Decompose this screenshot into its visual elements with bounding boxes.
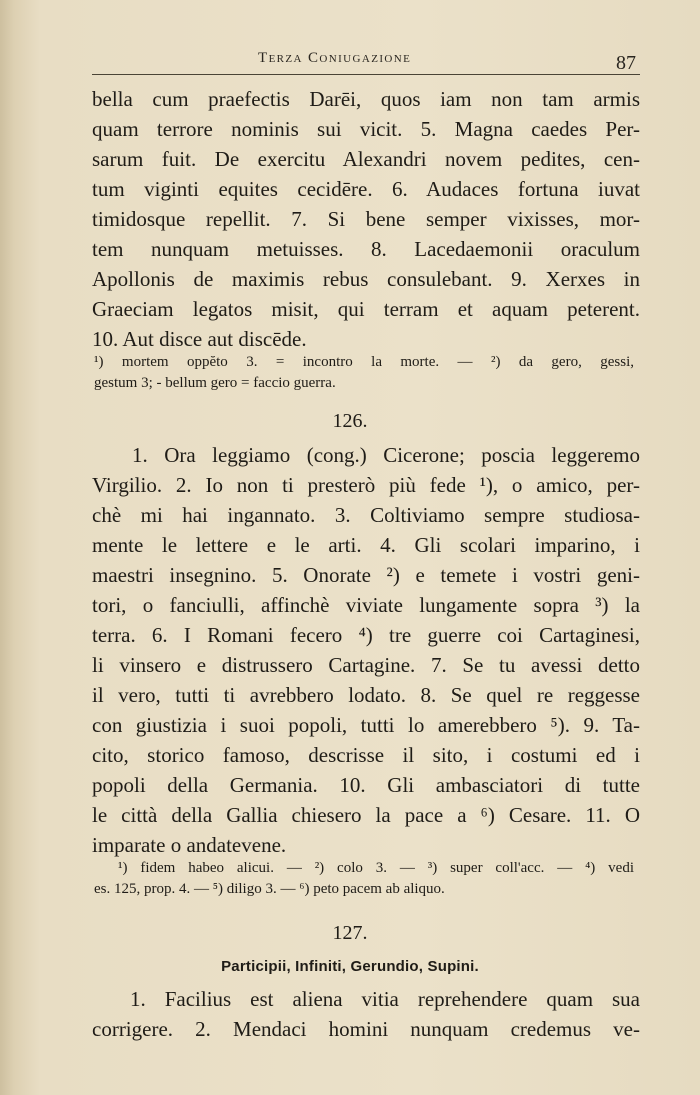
text-line: bella cum praefectis Darēi, quos iam non tam armis (92, 87, 640, 111)
text-line: mente le lettere e le arti. 4. Gli scolari imparino, i (92, 533, 640, 557)
text-line: Apollonis de maximis rebus consulebant. 9. Xerxes in (92, 267, 640, 291)
exercise-number-127: 127. (332, 922, 368, 944)
footnote-line: gestum 3; - bellum gero = faccio guerra. (94, 375, 336, 391)
running-title: Terza Coniugazione (258, 50, 412, 66)
page-number: 87 (616, 52, 636, 74)
text-line: timidosque repellit. 7. Si bene semper vixisses, mor- (92, 207, 640, 231)
header-rule (92, 74, 640, 75)
text-line: terra. 6. I Romani fecero ⁴) tre guerre coi Cartaginesi, (92, 623, 640, 647)
text-line: Virgilio. 2. Io non ti presterò più fede ¹), o amico, per- (92, 473, 640, 497)
footnotes-126 (94, 858, 634, 900)
footnotes-125 (94, 352, 634, 394)
text-line: quam terrore nominis sui vicit. 5. Magna caedes Per- (92, 117, 640, 141)
text-line: sarum fuit. De exercitu Alexandri novem pedites, cen- (92, 147, 640, 171)
text-line: corrigere. 2. Mendaci homini nunquam credemus ve- (92, 1017, 640, 1041)
text-line: 10. Aut disce aut discēde. (92, 327, 307, 351)
text-line: Graeciam legatos misit, qui terram et aquam peterent. (92, 297, 640, 321)
text-line: con giustizia i suoi popoli, tutti lo amerebbero ⁵). 9. Ta- (92, 713, 640, 737)
text-line: li vinsero e distrussero Cartagine. 7. Se tu avessi detto (92, 653, 640, 677)
text-line: tum viginti equites cecidēre. 6. Audaces fortuna iuvat (92, 177, 640, 201)
footnote-line: ¹) mortem oppĕto 3. = incontro la morte. — ²) da gero, gessi, (94, 354, 634, 370)
section-heading: Participii, Infiniti, Gerundio, Supini. (221, 958, 479, 975)
text-line: chè mi hai ingannato. 3. Coltiviamo sempre studiosa- (92, 503, 640, 527)
footnote-line: ¹) fidem habeo alicui. — ²) colo 3. — ³) super coll'acc. — ⁴) vedi (118, 860, 634, 876)
text-line: il vero, tutti ti avrebbero lodato. 8. Se quel re reggesse (92, 683, 640, 707)
text-line: maestri insegnino. 5. Onorate ²) e temete i vostri geni- (92, 563, 640, 587)
text-line: imparate o andatevene. (92, 833, 287, 857)
text-line: tori, o fanciulli, affinchè viviate lungamente sopra ³) la (92, 593, 640, 617)
text-line: tem nunquam metuisses. 8. Lacedaemonii oraculum (92, 237, 640, 261)
exercise-number-126: 126. (332, 410, 368, 432)
footnote-line: es. 125, prop. 4. — ⁵) diligo 3. — ⁶) peto pacem ab aliquo. (94, 881, 445, 897)
text-line: popoli della Germania. 10. Gli ambasciatori di tutte (92, 773, 640, 797)
exercise-125-continuation (92, 84, 640, 354)
exercise-127-text (92, 984, 640, 1044)
text-line: le città della Gallia chiesero la pace a ⁶) Cesare. 11. O (92, 803, 640, 827)
exercise-126-text (92, 440, 640, 860)
text-line: cito, storico famoso, descrisse il sito, i costumi ed i (92, 743, 640, 767)
text-line: 1. Ora leggiamo (cong.) Cicerone; poscia leggeremo (132, 443, 640, 467)
text-line: 1. Facilius est aliena vitia reprehendere quam sua (130, 987, 640, 1011)
